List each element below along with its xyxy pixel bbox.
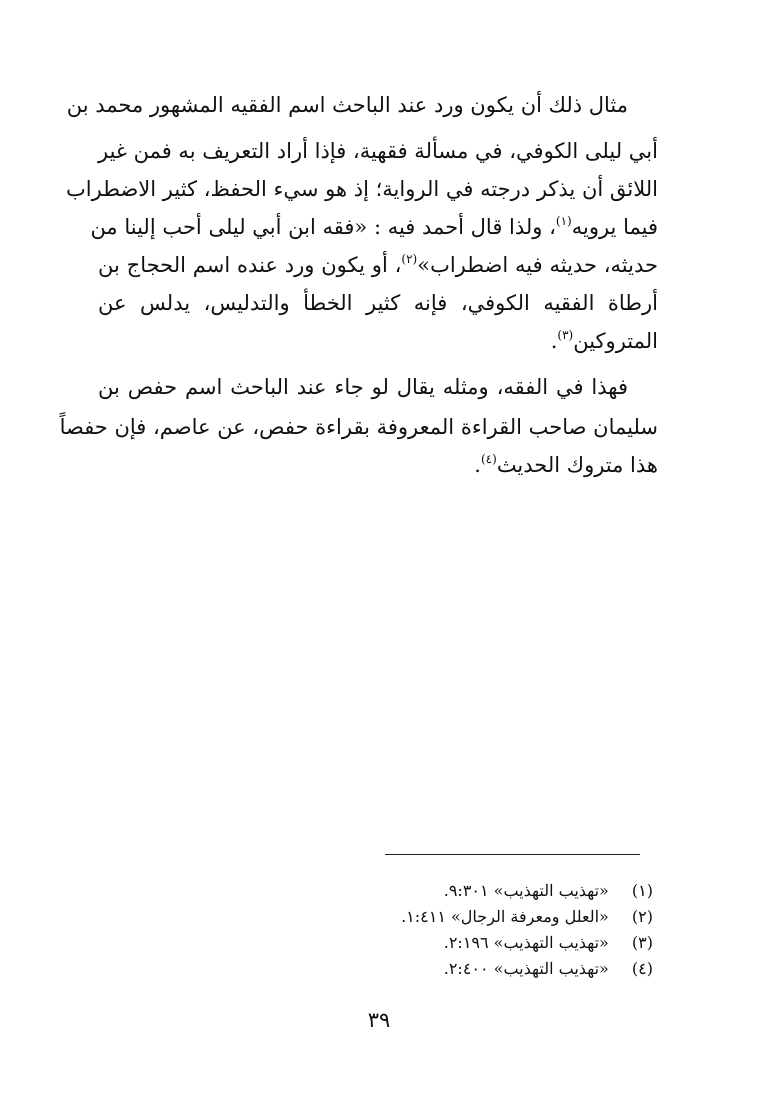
footnote-text: «تهذيب التهذيب» ٩:٣٠١. [443,881,609,900]
body-line: فهذا في الفقه، ومثله يقال لو جاء عند الباحث اسم حفص بن [98,375,628,399]
footnote-item [233,932,653,956]
footnote-item [233,880,653,904]
body-line [98,250,658,282]
page-number: ٣٩ [367,1008,391,1032]
footnote-text: «العلل ومعرفة الرجال» ١:٤١١. [401,907,609,926]
body-text: ، أو يكون ورد عنده اسم الحجاج بن [98,253,402,277]
footnote-number: (٤) [631,959,653,978]
body-line: أرطاة الفقيه الكوفي، فإنه كثير الخطأ والتدليس، يدلس عن [98,291,658,315]
footnote-divider [385,854,640,855]
footnote-number: (١) [631,881,653,900]
body-line [98,450,658,482]
body-text: حديثه، حديثه فيه اضطراب» [417,253,658,277]
footnote-item [233,958,653,982]
body-text: فيما يرويه [571,215,658,239]
body-text: . [550,329,558,353]
body-text: هذا متروك الحديث [496,453,658,477]
body-line: اللائق أن يذكر درجته في الرواية؛ إذ هو سيء الحفظ، كثير الاضطراب [66,177,658,201]
body-text: . [474,453,481,477]
footnote-ref: (٢) [401,252,418,266]
body-text: ، ولذا قال أحمد فيه : «فقه ابن أبي ليلى أحب إلينا من [90,215,556,239]
body-line: أبي ليلى الكوفي، في مسألة فقهية، فإذا أراد التعريف به فمن غير [98,139,658,163]
footnote-ref: (٤) [480,452,497,466]
body-line: سليمان صاحب القراءة المعروفة بقراءة حفص، عن عاصم، فإن حفصاً [59,415,658,439]
body-line: مثال ذلك أن يكون ورد عند الباحث اسم الفقيه المشهور محمد بن [66,93,628,117]
footnote-number: (٢) [631,907,653,926]
footnote-item [233,906,653,930]
footnote-text: «تهذيب التهذيب» ٢:١٩٦. [443,933,609,952]
footnote-ref: (٣) [557,328,574,342]
footnote-number: (٣) [631,933,653,952]
body-line [98,326,658,358]
footnote-text: «تهذيب التهذيب» ٢:٤٠٠. [443,959,609,978]
body-line [90,212,658,244]
footnote-ref: (١) [555,214,572,228]
body-text: المتروكين [573,329,658,353]
